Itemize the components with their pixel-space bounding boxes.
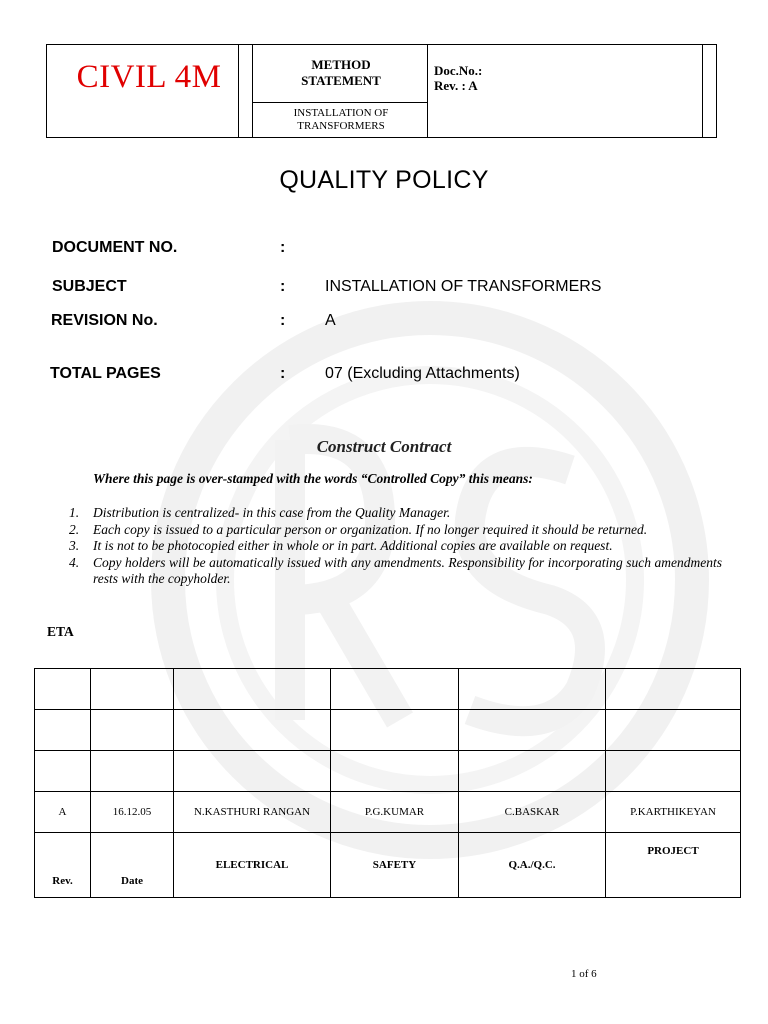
table-cell [174,710,331,751]
eta-label: ETA [47,624,74,639]
table-row [35,710,741,751]
info-value: INSTALLATION OF TRANSFORMERS [325,278,602,295]
list-text: Distribution is centralized- in this case from the Quality Manager. [93,505,451,520]
table-cell: C.BASKAR [459,792,606,833]
table-cell [91,669,174,710]
revision-label: Rev. : A [434,78,478,93]
table-cell: P.G.KUMAR [331,792,459,833]
info-label: DOCUMENT NO. [52,239,178,256]
document-subject-line: INSTALLATION OF [293,107,389,119]
table-header-cell: PROJECT [606,833,741,898]
document-type [255,57,427,89]
info-label: TOTAL PAGES [50,365,161,382]
info-label: SUBJECT [52,278,127,295]
document-subject-line: TRANSFORMERS [297,120,385,132]
table-row [35,751,741,792]
info-colon: : [280,312,286,329]
table-header-cell: Date [91,833,174,898]
table-cell [331,751,459,792]
table-cell [459,751,606,792]
info-colon: : [280,365,286,382]
table-row [35,669,741,710]
document-number-block [434,63,594,93]
table-cell [91,751,174,792]
table-cell: P.KARTHIKEYAN [606,792,741,833]
list-item [64,505,722,522]
header-divider [427,45,428,137]
table-cell [459,669,606,710]
doc-no-label: Doc.No.: [434,63,483,78]
table-cell [35,751,91,792]
table-cell [606,710,741,751]
info-value: 07 (Excluding Attachments) [325,365,520,382]
table-cell [35,710,91,751]
list-number: 3. [69,538,80,553]
list-item [64,538,722,555]
table-cell: A [35,792,91,833]
info-colon: : [280,278,286,295]
list-item [64,555,722,588]
document-subject [255,107,427,133]
company-logo: CIVIL 4M [76,59,222,95]
list-text: Each copy is issued to a particular person or organization. If no longer required it should be returned. [93,521,648,537]
table-cell [35,669,91,710]
table-cell [331,710,459,751]
signature-table [34,668,741,898]
page-number: 1 of 6 [571,968,597,980]
table-cell: 16.12.05 [91,792,174,833]
document-header [46,44,717,138]
table-cell [91,710,174,751]
table-header-cell: Q.A./Q.C. [459,833,606,898]
info-value: A [325,312,336,329]
table-header-cell: ELECTRICAL [174,833,331,898]
document-type-line: METHOD [311,57,371,72]
table-cell [459,710,606,751]
list-text: It is not to be photocopied either in whole or in part. Additional copies are available on request. [93,538,613,553]
table-cell [606,669,741,710]
info-label: REVISION No. [51,312,158,329]
table-cell [174,751,331,792]
table-row [35,833,741,898]
list-number: 4. [69,554,80,570]
conditions-list [64,505,722,588]
table-cell [331,669,459,710]
table-header-cell: SAFETY [331,833,459,898]
list-item [64,522,722,539]
table-cell [174,669,331,710]
section-heading: Construct Contract [316,437,452,456]
table-header-cell: Rev. [35,833,91,898]
table-cell: N.KASTHURI RANGAN [174,792,331,833]
list-number: 2. [69,521,80,537]
header-divider [252,102,427,103]
section-intro: Where this page is over-stamped with the words “Controlled Copy” this means: [93,471,533,486]
document-type-line: STATEMENT [301,73,381,88]
page-title: QUALITY POLICY [279,166,489,194]
info-colon: : [280,239,286,256]
list-text: Copy holders will be automatically issued with any amendments. Responsibility for incorporating such amendments rests with the copyholder. [93,554,722,586]
table-row [35,792,741,833]
header-divider [702,45,703,137]
header-divider [252,45,253,137]
list-number: 1. [69,505,80,520]
table-cell [606,751,741,792]
